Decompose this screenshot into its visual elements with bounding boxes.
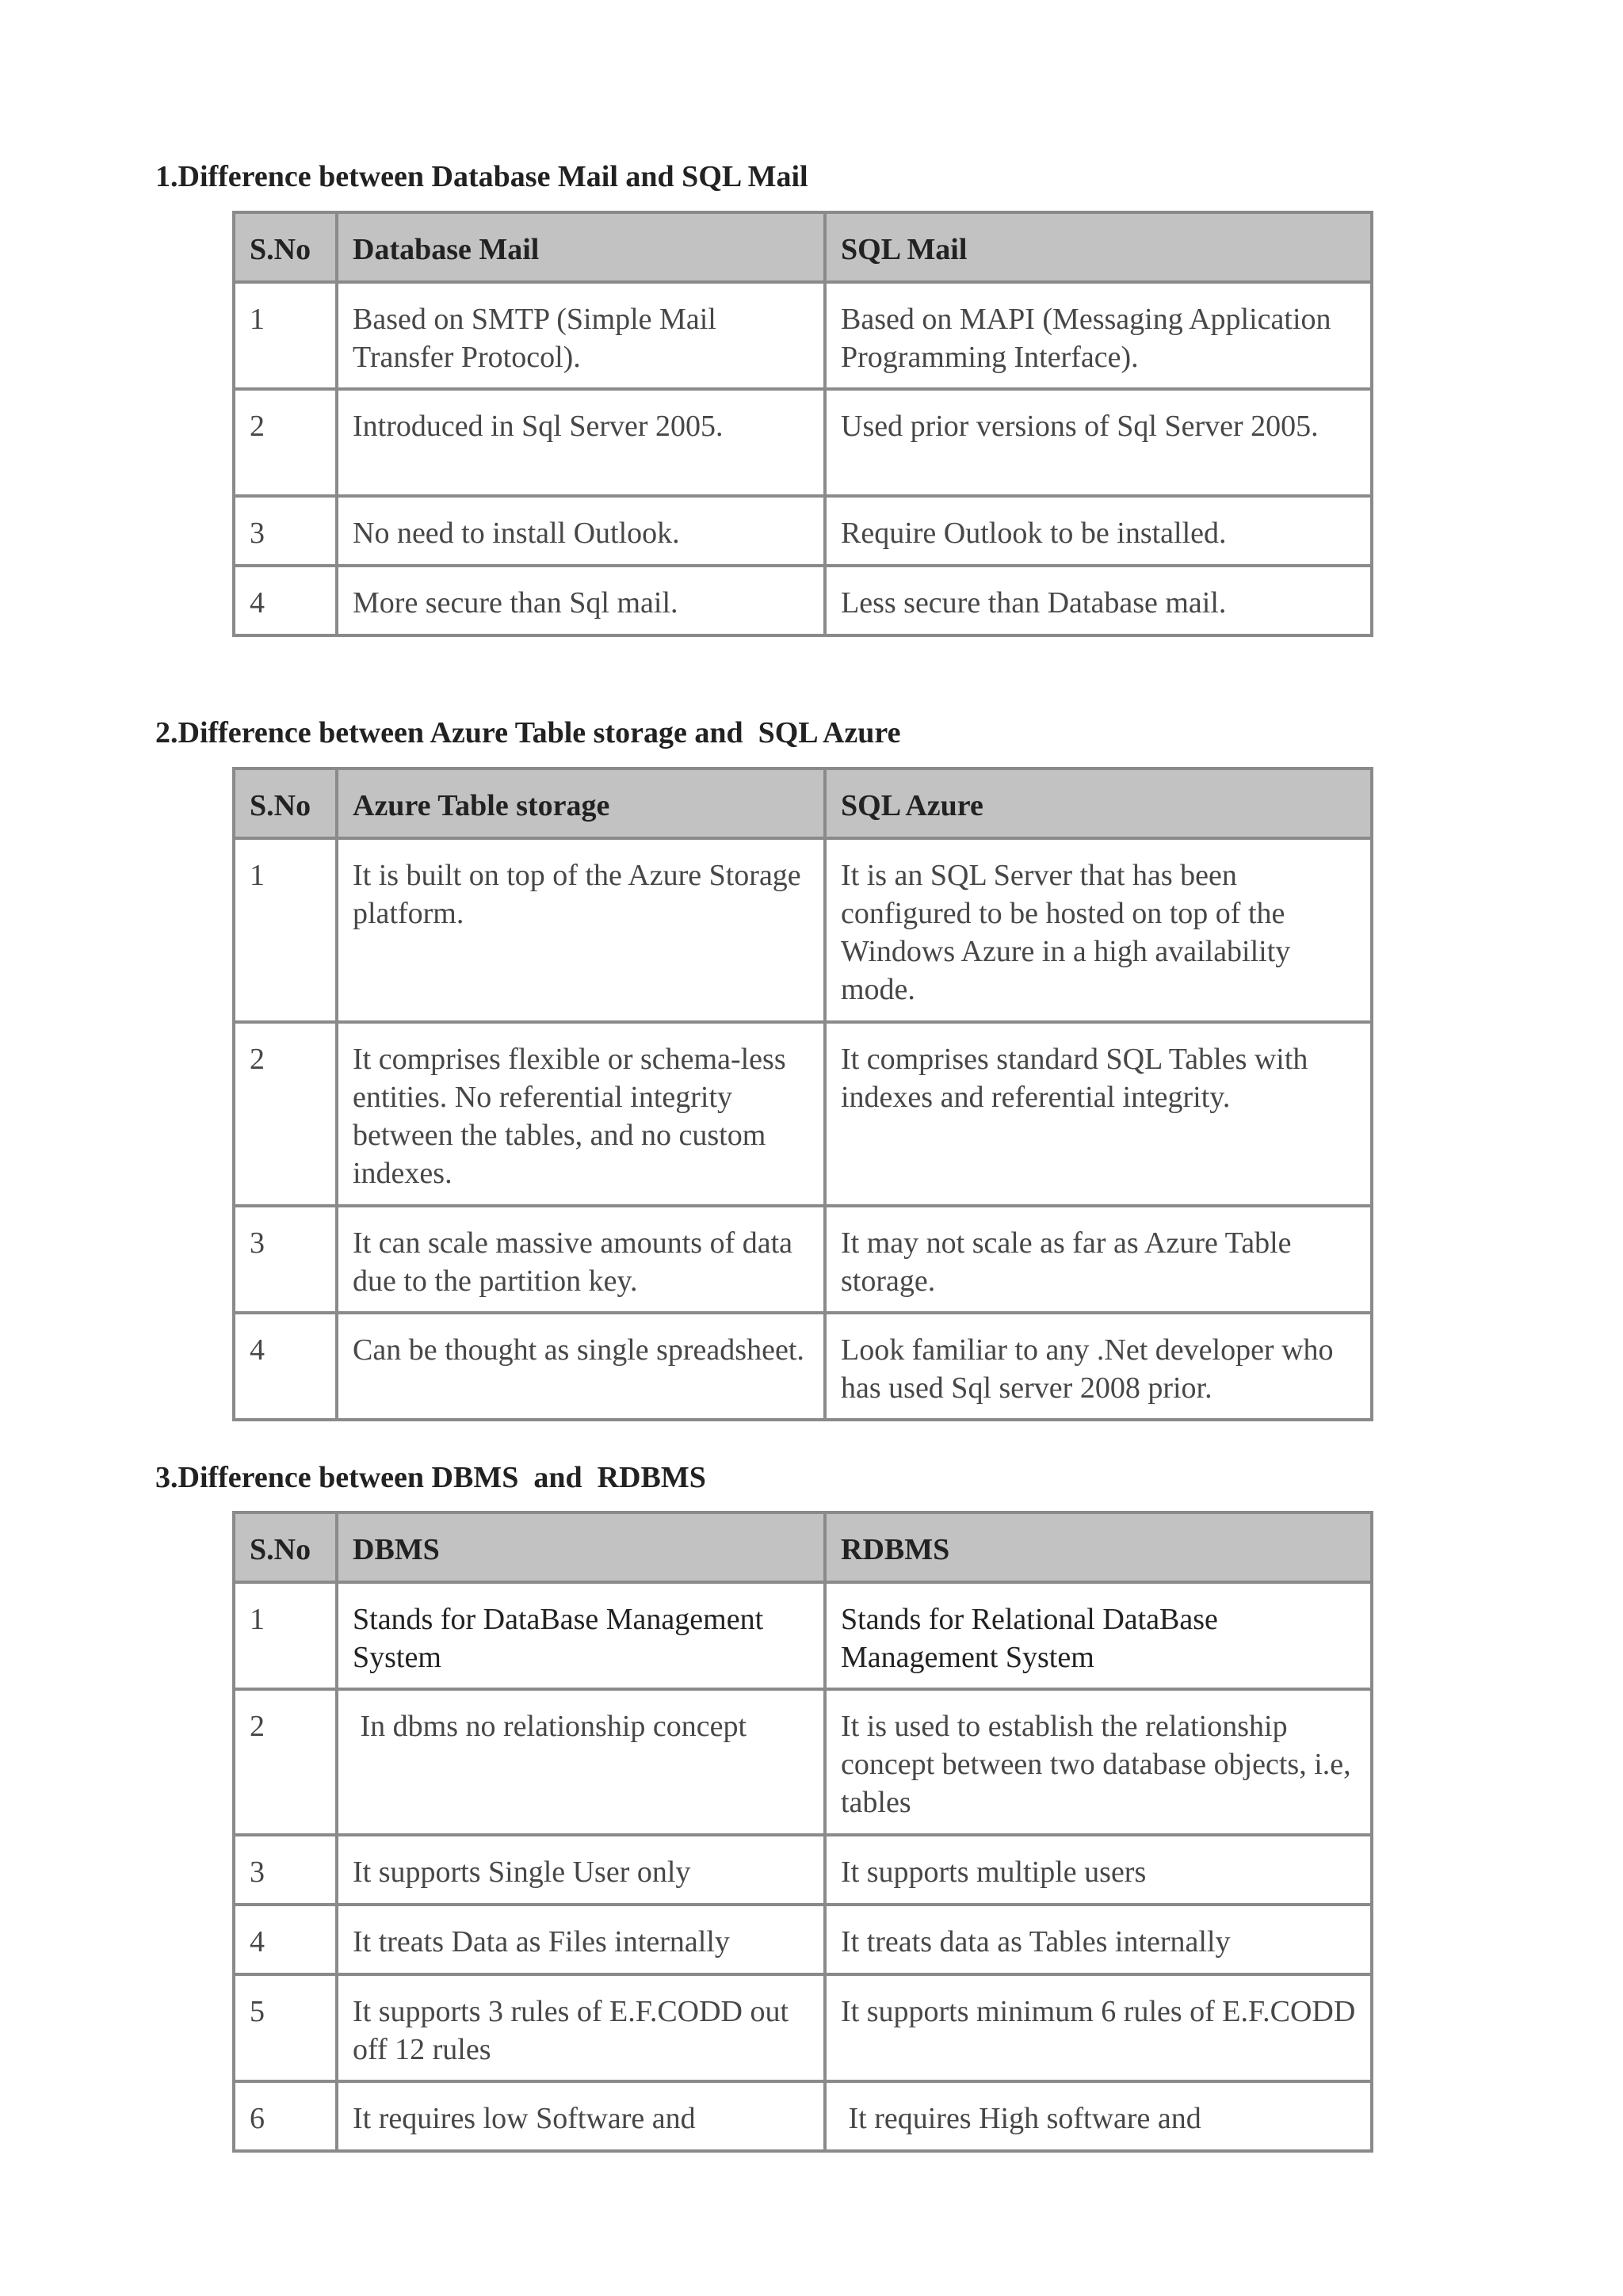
cell-b: It requires High software and	[825, 2081, 1372, 2151]
cell-sno: 1	[234, 1582, 337, 1689]
column-header-a: Database Mail	[337, 212, 825, 282]
cell-b: Used prior versions of Sql Server 2005.	[825, 389, 1372, 496]
table-row	[234, 1835, 1372, 1905]
table-row	[234, 2081, 1372, 2151]
comparison-table-1	[232, 211, 1373, 637]
table-row	[234, 1313, 1372, 1420]
column-header-sno: S.No	[234, 1512, 337, 1582]
cell-b: It supports multiple users	[825, 1835, 1372, 1905]
comparison-table-3	[232, 1511, 1373, 2153]
cell-b: It treats data as Tables internally	[825, 1905, 1372, 1974]
cell-sno: 2	[234, 389, 337, 496]
cell-a: More secure than Sql mail.	[337, 566, 825, 635]
cell-sno: 2	[234, 1689, 337, 1835]
table-row	[234, 1582, 1372, 1689]
cell-b: Less secure than Database mail.	[825, 566, 1372, 635]
cell-a: Based on SMTP (Simple Mail Transfer Protocol).	[337, 282, 825, 389]
cell-sno: 4	[234, 1313, 337, 1420]
column-header-a: DBMS	[337, 1512, 825, 1582]
cell-b: It is used to establish the relationship concept between two database objects, i.e, tables	[825, 1689, 1372, 1835]
comparison-table-2	[232, 767, 1373, 1421]
table-row	[234, 1974, 1372, 2081]
cell-a: Stands for DataBase Management System	[337, 1582, 825, 1689]
cell-a: It supports 3 rules of E.F.CODD out off 12 rules	[337, 1974, 825, 2081]
column-header-b: SQL Mail	[825, 212, 1372, 282]
cell-sno: 3	[234, 496, 337, 566]
column-header-sno: S.No	[234, 212, 337, 282]
cell-sno: 1	[234, 838, 337, 1022]
cell-a: No need to install Outlook.	[337, 496, 825, 566]
table-row	[234, 496, 1372, 566]
cell-sno: 2	[234, 1022, 337, 1206]
cell-sno: 1	[234, 282, 337, 389]
cell-a: It comprises flexible or schema-less entities. No referential integrity between the tables, and no custom indexes.	[337, 1022, 825, 1206]
table-row	[234, 1905, 1372, 1974]
table-header-row	[234, 212, 1372, 282]
table-header-row	[234, 769, 1372, 838]
table-row	[234, 389, 1372, 496]
table-row	[234, 1022, 1372, 1206]
table-row	[234, 566, 1372, 635]
section-title-2: 2.Difference between Azure Table storage and SQL Azure	[155, 716, 901, 749]
cell-a: It treats Data as Files internally	[337, 1905, 825, 1974]
column-header-sno: S.No	[234, 769, 337, 838]
cell-b: It is an SQL Server that has been configured to be hosted on top of the Windows Azure in a high availability mode.	[825, 838, 1372, 1022]
cell-sno: 4	[234, 566, 337, 635]
cell-b: Based on MAPI (Messaging Application Programming Interface).	[825, 282, 1372, 389]
cell-a: In dbms no relationship concept	[337, 1689, 825, 1835]
column-header-a: Azure Table storage	[337, 769, 825, 838]
cell-b: Look familiar to any .Net developer who has used Sql server 2008 prior.	[825, 1313, 1372, 1420]
column-header-b: RDBMS	[825, 1512, 1372, 1582]
column-header-b: SQL Azure	[825, 769, 1372, 838]
section-title-3: 3.Difference between DBMS and RDBMS	[155, 1461, 706, 1494]
cell-a: It supports Single User only	[337, 1835, 825, 1905]
cell-a: It requires low Software and	[337, 2081, 825, 2151]
cell-b: It supports minimum 6 rules of E.F.CODD	[825, 1974, 1372, 2081]
cell-b: Require Outlook to be installed.	[825, 496, 1372, 566]
cell-sno: 4	[234, 1905, 337, 1974]
cell-a: Can be thought as single spreadsheet.	[337, 1313, 825, 1420]
table-header-row	[234, 1512, 1372, 1582]
table-row	[234, 1689, 1372, 1835]
cell-sno: 5	[234, 1974, 337, 2081]
cell-b: It comprises standard SQL Tables with indexes and referential integrity.	[825, 1022, 1372, 1206]
cell-sno: 3	[234, 1206, 337, 1313]
cell-b: Stands for Relational DataBase Management System	[825, 1582, 1372, 1689]
cell-a: Introduced in Sql Server 2005.	[337, 389, 825, 496]
table-row	[234, 1206, 1372, 1313]
table-row	[234, 282, 1372, 389]
cell-a: It is built on top of the Azure Storage platform.	[337, 838, 825, 1022]
cell-b: It may not scale as far as Azure Table storage.	[825, 1206, 1372, 1313]
section-title-1: 1.Difference between Database Mail and SQL Mail	[155, 160, 808, 193]
cell-sno: 6	[234, 2081, 337, 2151]
table-row	[234, 838, 1372, 1022]
cell-sno: 3	[234, 1835, 337, 1905]
cell-a: It can scale massive amounts of data due to the partition key.	[337, 1206, 825, 1313]
